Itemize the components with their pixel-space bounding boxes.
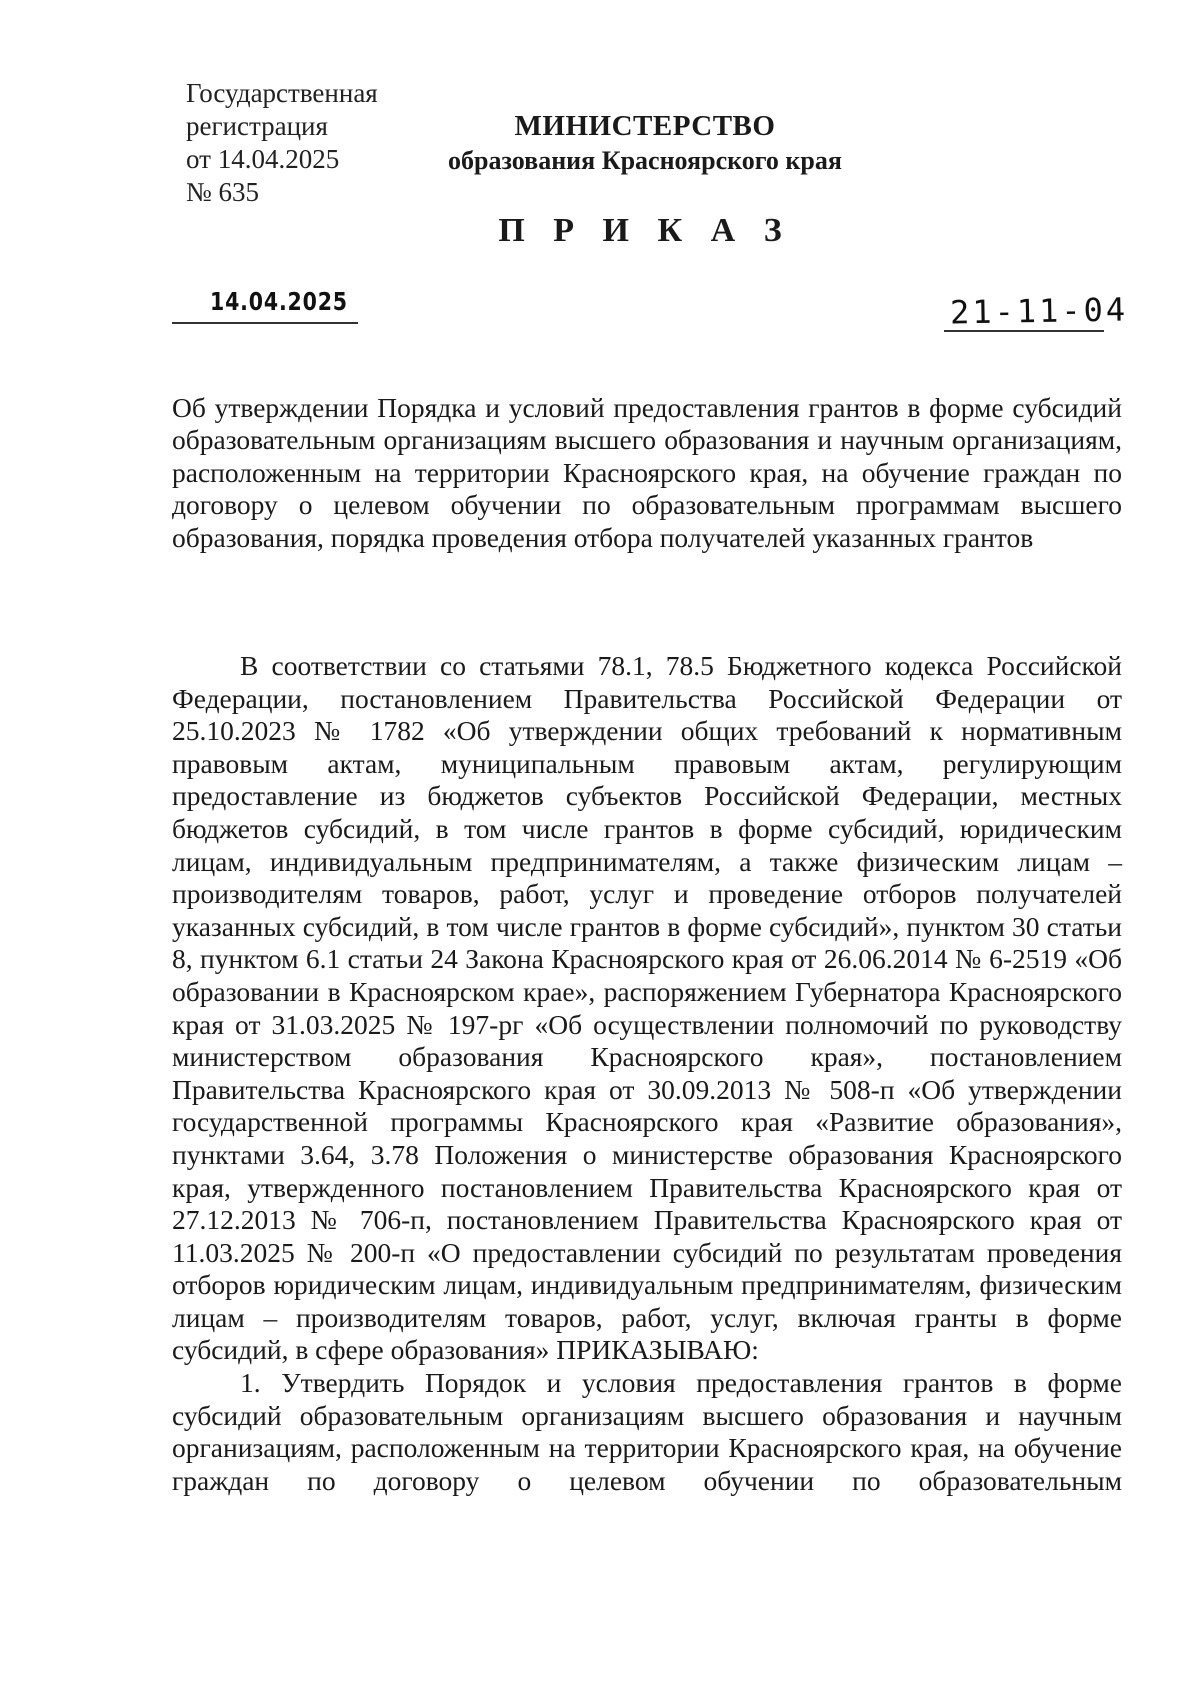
order-date-underline — [172, 322, 358, 324]
order-body — [172, 650, 1122, 1497]
ministry-header — [380, 108, 910, 178]
order-number-underline — [944, 330, 1104, 332]
registration-line-1: Государственная — [186, 78, 378, 108]
order-number: 21-11-04 — [949, 290, 1129, 332]
registration-line-2: регистрация — [186, 111, 328, 141]
registration-note — [186, 77, 378, 209]
registration-number: № 635 — [186, 177, 260, 207]
order-subject: Об утверждении Порядка и условий предоставления грантов в форме субсидий образовательным организациям высшего образования и научным организациям, расположенным на территории Красноярского края, на обучение граждан по договору о целевом обучении по образовательным программам высшего образования, порядка проведения отбора получателей указанных грантов — [172, 392, 1122, 553]
registration-date: от 14.04.2025 — [186, 144, 340, 174]
order-date: 14.04.2025 — [210, 287, 348, 316]
ministry-title: МИНИСТЕРСТВО — [514, 110, 776, 142]
order-title: П Р И К А З — [498, 212, 792, 249]
ministry-subtitle: образования Красноярского края — [448, 146, 842, 175]
order-item-1: 1. Утвердить Порядок и условия предоставления грантов в форме субсидий образовательным организациям высшего образования и научным организациям, расположенным на территории Красноярского края, на обучение граждан по договору о целевом обучении по образовательным — [172, 1367, 1122, 1496]
order-preamble: В соответствии со статьями 78.1, 78.5 Бюджетного кодекса Российской Федерации, постановлением Правительства Российской Федерации от 25.10.2023 № 1782 «Об утверждении общих требований к нормативным правовым актам, муниципальным правовым актам, регулирующим предоставление из бюджетов субъектов Российской Федерации, местных бюджетов субсидий, в том числе грантов в форме субсидий, юридическим лицам, индивидуальным предпринимателям, а также физическим лицам – производителям товаров, работ, услуг и проведение отборов получателей указанных субсидий, в том числе грантов в форме субсидий», пунктом 30 статьи 8, пунктом 6.1 статьи 24 Закона Красноярского края от 26.06.2014 № 6-2519 «Об образовании в Красноярском крае», распоряжением Губернатора Красноярского края от 31.03.2025 № 197-рг «Об осуществлении полномочий по руководству министерством образования Красноярского края», постановлением Правительства Красноярского края от 30.09.2013 № 508-п «Об утверждении государственной программы Красноярского края «Развитие образования», пунктами 3.64, 3.78 Положения о министерстве образования Красноярского края, утвержденного постановлением Правительства Красноярского края от 27.12.2013 № 706-п, постановлением Правительства Красноярского края от 11.03.2025 № 200-п «О предоставлении субсидий по результатам проведения отборов юридическим лицам, индивидуальным предпринимателям, физическим лицам – производителям товаров, работ, услуг, включая гранты в форме субсидий, в сфере образования» ПРИКАЗЫВАЮ: — [172, 650, 1122, 1366]
